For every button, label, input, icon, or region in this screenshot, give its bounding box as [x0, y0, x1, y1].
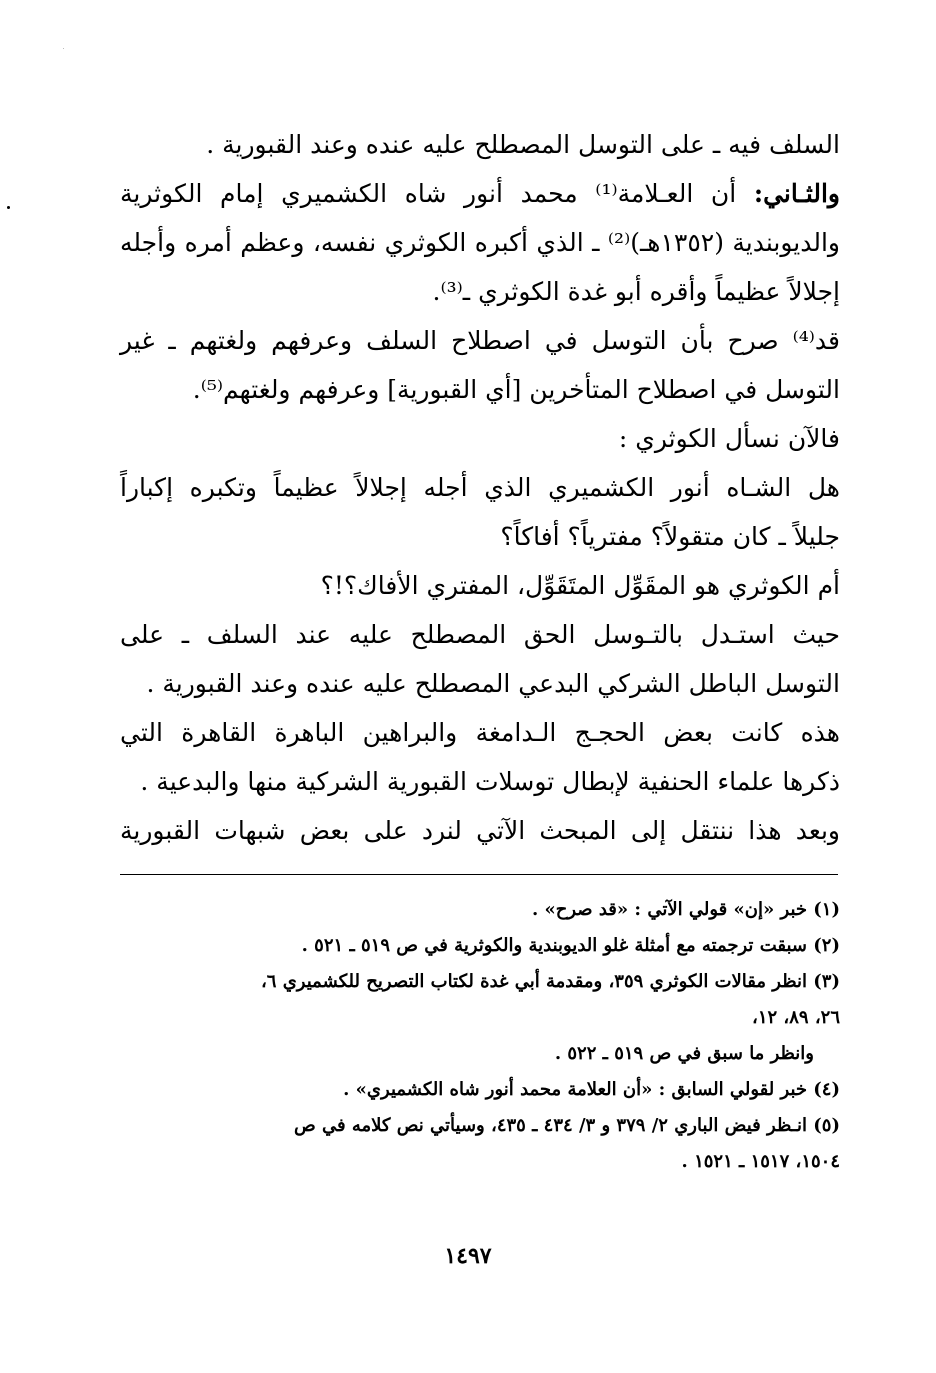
footnote-2: (٢) سبقت ترجمته مع أمثلة غلو الديوبندية والكوثرية في ص ٥١٩ ـ ٥٢١ .: [301, 935, 840, 956]
section-lead: والثـاني:: [753, 179, 841, 208]
body-line-8: هل الشـاه أنور الكشميري الذي أجله إجلالاً عظيماً وتكبره إكباراً: [120, 473, 840, 502]
body-line-6: التوسل في اصطلاح المتأخرين [أي القبورية] وعرفهم ولغتهم⁽⁵⁾.: [192, 375, 840, 404]
body-line-4: إجلالاً عظيماً وأقره أبو غدة الكوثري ـ⁽³⁾.: [432, 277, 840, 306]
body-line-2: والثـاني: أن العـلامة⁽¹⁾ محمد أنور شاه الكشميري إمام الكوثرية: [120, 179, 841, 208]
body-line-7: فالآن نسأل الكوثري :: [618, 424, 840, 453]
body-line-3: والديوبندية (١٣٥٢هـ)⁽²⁾ ـ الذي أكبره الكوثري نفسه، وعظم أمره وأجله: [120, 228, 840, 257]
body-line-13: هذه كانت بعض الحجـج الـدامغة والبراهين الباهرة القاهرة التي: [120, 718, 840, 747]
footnote-5-continuation: ١٥٠٤، ١٥١٧ ـ ١٥٢١ .: [681, 1151, 840, 1172]
footnote-separator: [120, 874, 838, 875]
scan-dot: [7, 206, 10, 209]
footnotes: [120, 892, 840, 1180]
footnote-4: (٤) خبر لقولي السابق : «أن العلامة محمد أنور شاه الكشميري» .: [343, 1079, 840, 1100]
main-text: [120, 120, 840, 855]
body-line-10: أم الكوثري هو المقَوِّل المتَقَوِّل، المفتري الأفاك؟!؟: [320, 571, 840, 600]
body-line-9: جليلاً ـ كان متقولاً؟ مفترياً؟ أفاكاً؟: [500, 522, 840, 551]
body-line-5: قد⁽⁴⁾ صرح بأن التوسل في اصطلاح السلف وعرفهم ولغتهم ـ غير: [120, 326, 840, 355]
body-line-11: حيث استـدل بالتـوسل الحق المصطلح عليه عند السلف ـ على: [120, 620, 840, 649]
body-line-14: ذكرها علماء الحنفية لإبطال توسلات القبورية الشركية منها والبدعية .: [140, 767, 840, 796]
footnote-3-see-also: وانظر ما سبق في ص ٥١٩ ـ ٥٢٢ .: [554, 1043, 814, 1064]
footnote-1: (١) خبر «إن» قولي الآتي : «قد صرح» .: [531, 899, 840, 920]
body-line-12: التوسل الباطل الشركي البدعي المصطلح عليه عنده وعند القبورية .: [146, 669, 840, 698]
footnote-5: (٥) انـظر فيض الباري ٢/ ٣٧٩ و ٣/ ٤٣٤ ـ ٤٣٥، وسيأتي نص كلامه في ص: [293, 1115, 840, 1136]
footnote-3-continuation: ٢٦، ٨٩، ١٢،: [752, 1007, 840, 1028]
body-line-15: وبعد هذا ننتقل إلى المبحث الآتي لنرد على بعض شبهات القبورية: [120, 816, 840, 845]
footnote-3: (٣) انظر مقالات الكوثري ٣٥٩، ومقدمة أبي غدة لكتاب التصريح للكشميري ٦،: [260, 971, 840, 992]
page-number: ١٤٩٧: [444, 1243, 492, 1269]
scan-mark: [63, 48, 64, 49]
body-line-1: السلف فيه ـ على التوسل المصطلح عليه عنده وعند القبورية .: [206, 130, 840, 159]
